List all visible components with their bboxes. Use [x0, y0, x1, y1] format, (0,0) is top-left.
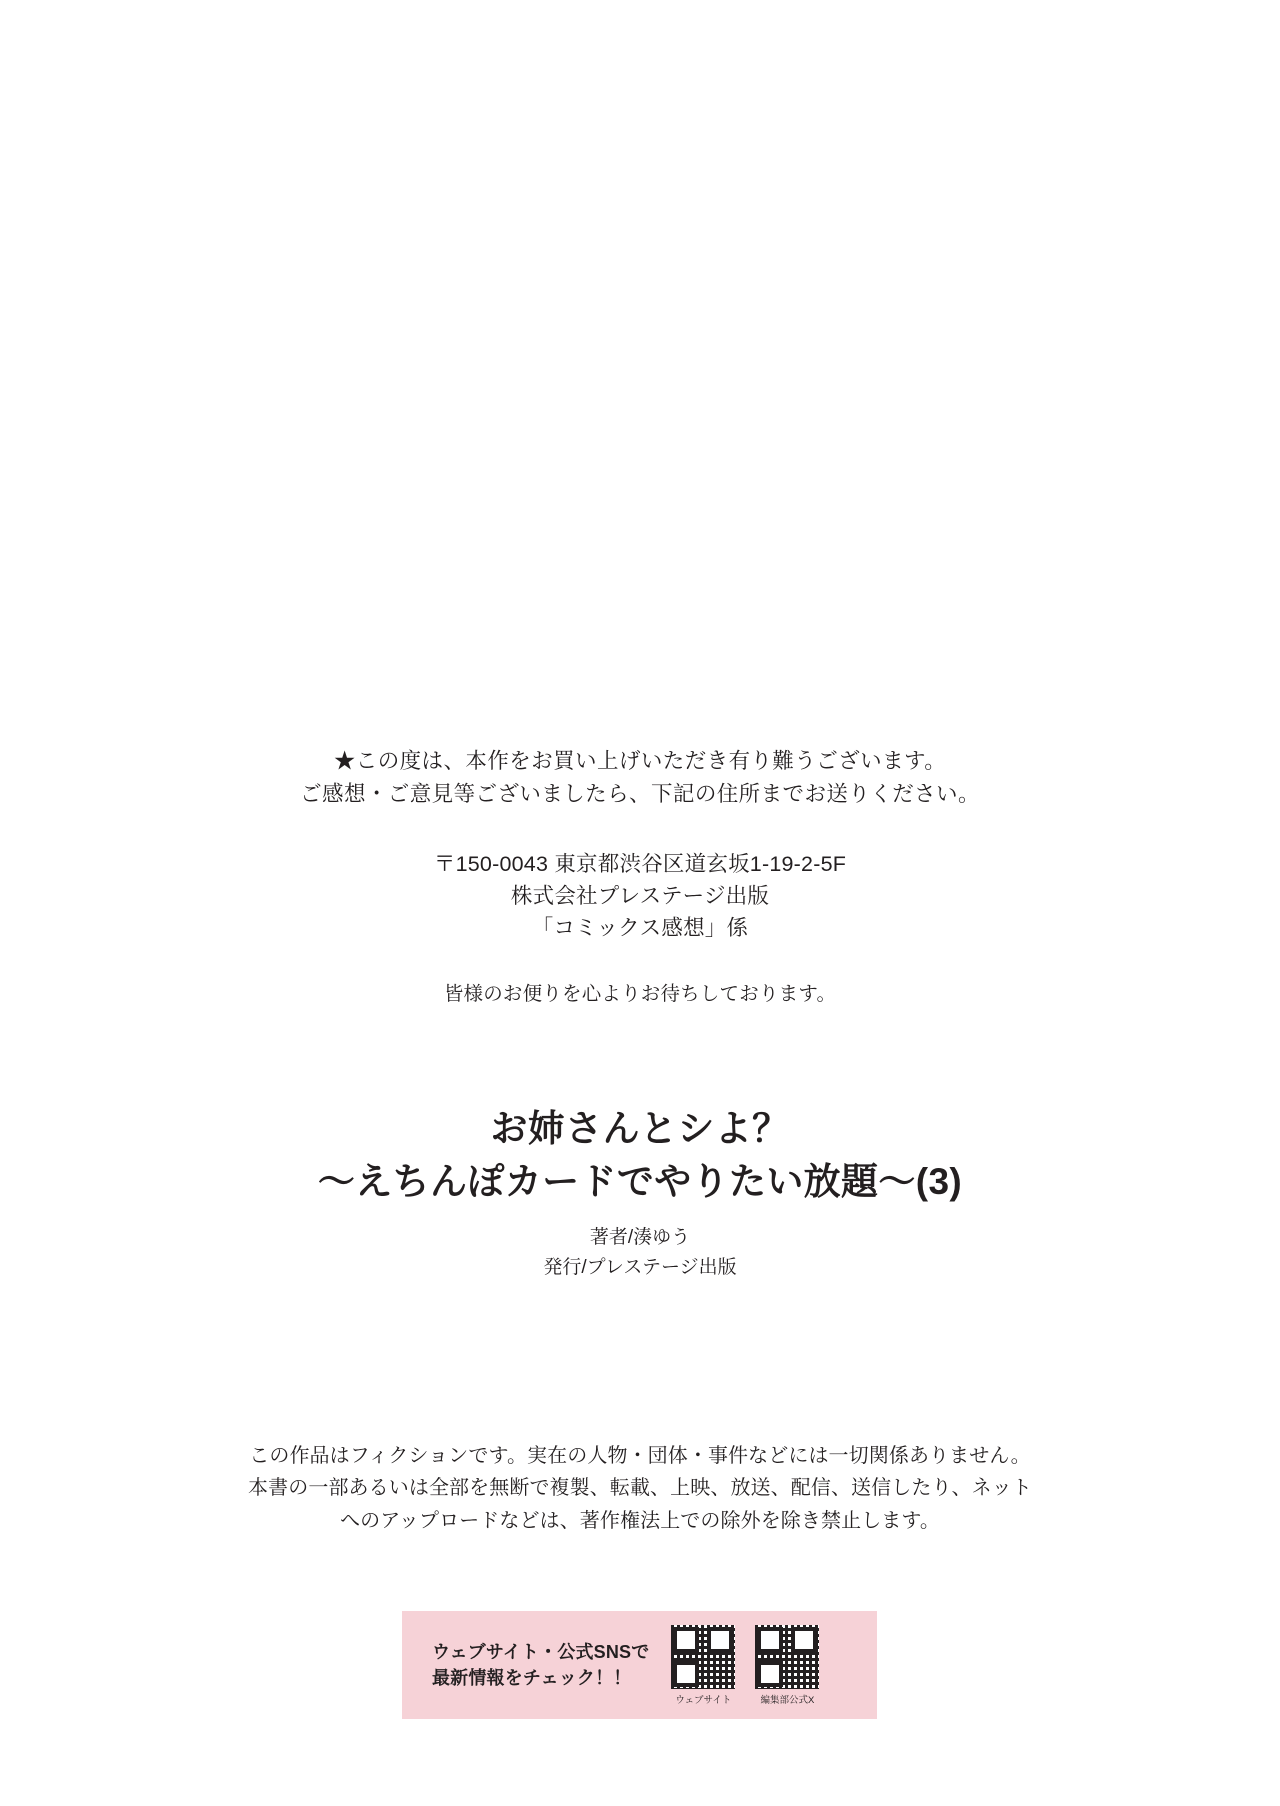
qr-code-icon[interactable] — [671, 1625, 735, 1689]
publisher-address — [0, 848, 1280, 945]
legal-line-3: へのアップロードなどは、著作権法上での除外を除き禁止します。 — [340, 1509, 940, 1532]
sns-banner-text-line-2: 最新情報をチェック！！ — [432, 1668, 632, 1688]
legal-line-2: 本書の一部あるいは全部を無断で複製、転載、上映、放送、配信、送信したり、ネット — [248, 1477, 1032, 1500]
closing-message: 皆様のお便りを心よりお待ちしております。 — [443, 983, 837, 1006]
address-line-1: 〒150-0043 東京都渋谷区道玄坂1-19-2-5F — [433, 851, 847, 876]
sns-banner-text — [420, 1639, 649, 1691]
publisher-credit: 発行/プレステージ出版 — [543, 1257, 737, 1279]
qr-caption-editorial-x: 編集部公式X — [760, 1694, 815, 1706]
colophon-block — [0, 745, 1280, 1006]
thanks-line-1: ★この度は、本作をお買い上げいただき有り難うございます。 — [333, 749, 947, 773]
qr-code-website[interactable] — [671, 1625, 735, 1706]
work-title-line-2: 〜えちんぽカードでやりたい放題〜(3) — [317, 1161, 963, 1203]
qr-code-editorial-x[interactable] — [755, 1625, 819, 1706]
sns-banner-text-line-1: ウェブサイト・公式SNSで — [432, 1641, 650, 1662]
address-line-2: 株式会社プレステージ出版 — [510, 883, 770, 908]
address-line-3: 「コミックス感想」係 — [531, 916, 749, 941]
legal-line-1: この作品はフィクションです。実在の人物・団体・事件などには一切関係ありません。 — [249, 1445, 1031, 1467]
qr-caption-website: ウェブサイト — [675, 1694, 732, 1706]
title-block — [0, 1105, 1280, 1284]
work-title-line-1: お姉さんとシよ？ — [490, 1108, 790, 1149]
thanks-line-2: ご感想・ご意見等ございましたら、下記の住所までお送りください。 — [300, 782, 980, 807]
qr-code-icon[interactable] — [755, 1625, 819, 1689]
legal-notice — [0, 1440, 1280, 1537]
credits — [0, 1223, 1280, 1284]
qr-code-group — [671, 1625, 819, 1706]
thanks-message — [0, 745, 1280, 812]
sns-promo-banner — [402, 1611, 877, 1719]
author-credit: 著者/湊ゆう — [589, 1227, 691, 1249]
